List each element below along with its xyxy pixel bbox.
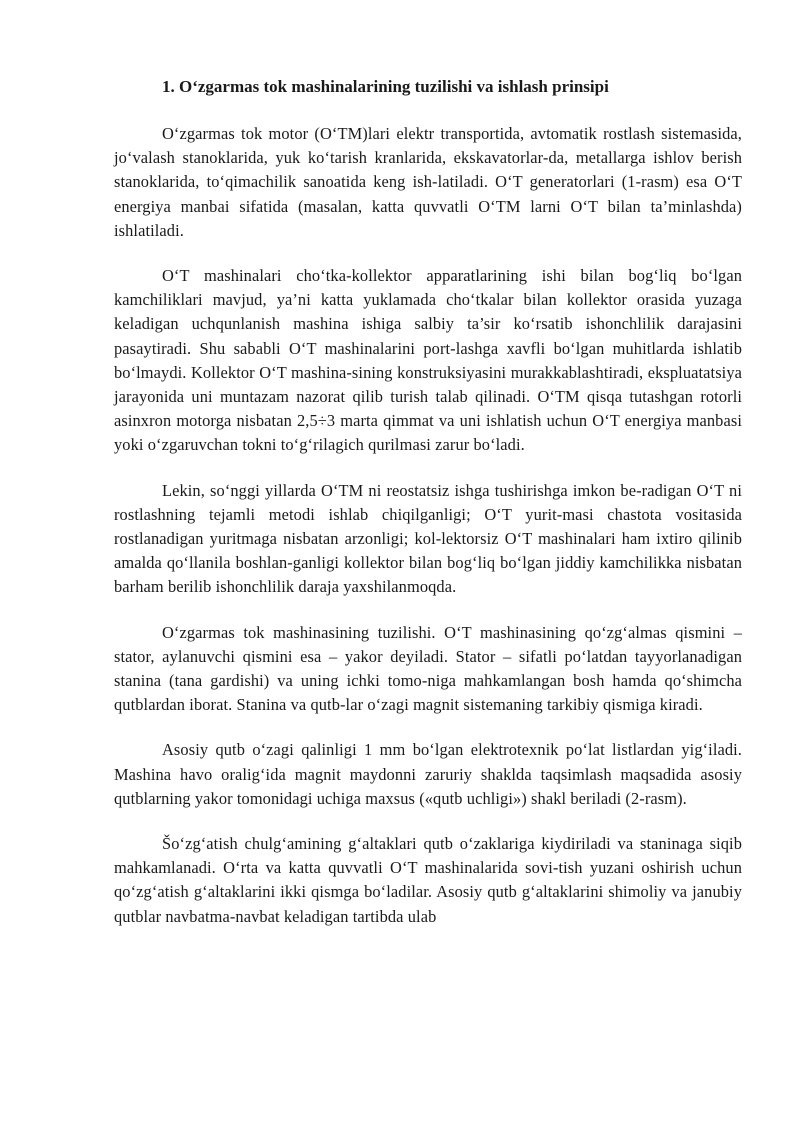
- paragraph-2: O‘T mashinalari cho‘tka-kollektor apparatlarining ishi bilan bog‘liq bo‘lgan kamchiliklari mavjud, ya’ni katta yuklamada cho‘tkalar bilan kollektor orasida yuzaga keladigan uchqunlanish mashina ishiga salbiy ta’sir ko‘rsatib ishonchlilik darajasini pasaytiradi. Shu sababli O‘T mashinalarini port-lashga xavfli bo‘lgan muhitlarda ishlatib bo‘lmaydi. Kollektor O‘T mashina-sining konstruksiyasini murakkablashtiradi, ekspluatatsiya jarayonida uni muntazam nazorat qilib turish talab qilinadi. O‘TM qisqa tutashgan rotorli asinxron motorga nisbatan 2,5÷3 marta qimmat va uni ishlatish uchun O‘T energiya manbasi yoki o‘zgaruvchan tokni to‘g‘rilagich qurilmasi zarur bo‘ladi.: [114, 266, 742, 455]
- paragraph-4: O‘zgarmas tok mashinasining tuzilishi. O‘T mashinasining qo‘zg‘almas qismini – stator, aylanuvchi qismini esa – yakor deyiladi. Stator – sifatli po‘latdan tayyorlanadigan stanina (tana gardishi) va uning ichki tomo-niga mahkamlangan bosh hamda qo‘shimcha qutblardan iborat. Stanina va qutb-lar o‘zagi magnit sistemaning tarkibiy qismiga kiradi.: [114, 622, 742, 715]
- document-body: [114, 74, 742, 950]
- paragraph-5: Asosiy qutb o‘zagi qalinligi 1 mm bo‘lgan elektrotexnik po‘lat listlardan yig‘iladi. Mashina havo oralig‘ida magnit maydonni zaruriy shaklda taqsimlash maqsadida asosiy qutblarning yakor tomonidagi uchiga maxsus («qutb uchligi») shakl beriladi (2-rasm).: [114, 740, 742, 808]
- paragraph-3: Lekin, so‘nggi yillarda O‘TM ni reostatsiz ishga tushirishga imkon be-radigan O‘T ni rostlashning tejamli metodi ishlab chiqilganligi; O‘T yurit-masi chastota vositasida rostlanadigan yuritmaga nisbatan arzonligi; kol-lektorsiz O‘T mashinalari ham ixtiro qilinib amalda qo‘llanila boshlan-ganligi kollektor bilan bog‘liq bo‘lgan jiddiy kamchilikka nisbatan barham berilib ishonchlilik daraja yaxshilanmoqda.: [114, 480, 742, 597]
- section-heading: 1. O‘zgarmas tok mashinalarining tuzilishi va ishlash prinsipi: [162, 77, 609, 96]
- paragraph-1: O‘zgarmas tok motor (O‘TM)lari elektr transportida, avtomatik rostlash sistemasida, jo‘valash stanoklarida, yuk ko‘tarish kranlarida, ekskavatorlar-da, metallarga ishlov berish stanoklarida, to‘qimachilik sanoatida keng ish-latiladi. O‘T generatorlari (1-rasm) esa O‘T energiya manbai sifatida (masalan, katta quvvatli O‘TM larni O‘T bilan ta’minlashda) ishlatiladi.: [114, 124, 742, 240]
- paragraph-6: Šo‘zg‘atish chulg‘amining g‘altaklari qutb o‘zaklariga kiydiriladi va staninaga siqib mahkamlanadi. O‘rta va katta quvvatli O‘T mashinalarida sovi-tish yuzani oshirish uchun qo‘zg‘atish g‘altaklarini ikki qismga bo‘ladilar. Asosiy qutb g‘altaklarini shimoliy va janubiy qutblar navbatma-navbat keladigan tartibda ulab: [114, 834, 742, 926]
